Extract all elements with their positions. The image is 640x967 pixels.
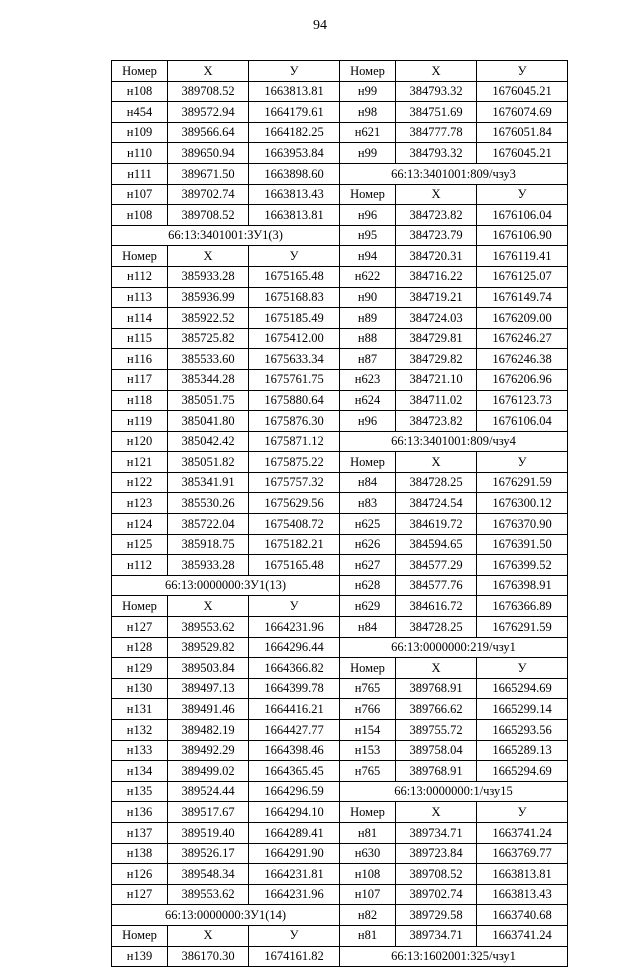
left-y-coordinate-cell: 1664231.96 bbox=[249, 884, 340, 905]
right-parcel-title-cell: 66:13:3401001:809/чзу3 bbox=[340, 163, 568, 184]
left-y-coordinate-cell: 1664427.77 bbox=[249, 720, 340, 741]
left-x-coordinate-cell: 389517.67 bbox=[168, 802, 249, 823]
right-y-coordinate-cell: 1676391.50 bbox=[477, 534, 568, 555]
left-y-coordinate-cell: 1675629.56 bbox=[249, 493, 340, 514]
left-point-number-cell: Номер bbox=[112, 925, 168, 946]
left-x-coordinate-cell: 385918.75 bbox=[168, 534, 249, 555]
right-x-coordinate-cell: 389702.74 bbox=[396, 884, 477, 905]
left-y-coordinate-cell: У bbox=[249, 246, 340, 267]
right-y-coordinate-cell: 1676106.04 bbox=[477, 411, 568, 432]
table-row bbox=[112, 864, 568, 885]
right-point-number-cell: н81 bbox=[340, 822, 396, 843]
table-row bbox=[112, 781, 568, 802]
right-x-coordinate-cell: 389768.91 bbox=[396, 761, 477, 782]
right-y-coordinate-cell: У bbox=[477, 658, 568, 679]
left-y-coordinate-cell: 1675761.75 bbox=[249, 369, 340, 390]
table-row bbox=[112, 369, 568, 390]
left-y-coordinate-cell: 1675185.49 bbox=[249, 308, 340, 329]
right-y-coordinate-cell: 1665294.69 bbox=[477, 761, 568, 782]
right-x-coordinate-cell: 384719.21 bbox=[396, 287, 477, 308]
right-point-number-cell: н94 bbox=[340, 246, 396, 267]
left-point-number-cell: н113 bbox=[112, 287, 168, 308]
left-x-coordinate-cell: 389708.52 bbox=[168, 81, 249, 102]
left-y-coordinate-cell: 1664366.82 bbox=[249, 658, 340, 679]
table-row bbox=[112, 802, 568, 823]
right-point-number-cell: н630 bbox=[340, 843, 396, 864]
right-parcel-title-cell: 66:13:0000000:219/чзу1 bbox=[340, 637, 568, 658]
left-point-number-cell: н112 bbox=[112, 555, 168, 576]
right-point-number-cell: н766 bbox=[340, 699, 396, 720]
table-row bbox=[112, 205, 568, 226]
left-y-coordinate-cell: 1664399.78 bbox=[249, 678, 340, 699]
right-point-number-cell: н625 bbox=[340, 514, 396, 535]
left-point-number-cell: н117 bbox=[112, 369, 168, 390]
left-point-number-cell: н111 bbox=[112, 163, 168, 184]
left-point-number-cell: Номер bbox=[112, 61, 168, 82]
left-point-number-cell: н120 bbox=[112, 431, 168, 452]
left-y-coordinate-cell: 1664289.41 bbox=[249, 822, 340, 843]
left-x-coordinate-cell: 389524.44 bbox=[168, 781, 249, 802]
left-point-number-cell: н109 bbox=[112, 122, 168, 143]
right-point-number-cell: н153 bbox=[340, 740, 396, 761]
right-point-number-cell: Номер bbox=[340, 802, 396, 823]
right-x-coordinate-cell: 384716.22 bbox=[396, 266, 477, 287]
right-x-coordinate-cell: 384723.82 bbox=[396, 411, 477, 432]
left-parcel-title-cell: 66:13:3401001:ЗУ1(3) bbox=[112, 225, 340, 246]
right-point-number-cell: н81 bbox=[340, 925, 396, 946]
right-x-coordinate-cell: 384720.31 bbox=[396, 246, 477, 267]
left-point-number-cell: н130 bbox=[112, 678, 168, 699]
left-x-coordinate-cell: 389526.17 bbox=[168, 843, 249, 864]
table-row bbox=[112, 575, 568, 596]
left-point-number-cell: н127 bbox=[112, 617, 168, 638]
table-row bbox=[112, 658, 568, 679]
right-x-coordinate-cell: 384724.54 bbox=[396, 493, 477, 514]
right-y-coordinate-cell: 1663741.24 bbox=[477, 822, 568, 843]
left-y-coordinate-cell: 1664416.21 bbox=[249, 699, 340, 720]
right-x-coordinate-cell: X bbox=[396, 452, 477, 473]
right-x-coordinate-cell: 384619.72 bbox=[396, 514, 477, 535]
left-y-coordinate-cell: 1675412.00 bbox=[249, 328, 340, 349]
left-point-number-cell: н124 bbox=[112, 514, 168, 535]
right-y-coordinate-cell: 1676246.38 bbox=[477, 349, 568, 370]
left-x-coordinate-cell: 389482.19 bbox=[168, 720, 249, 741]
left-y-coordinate-cell: 1663813.81 bbox=[249, 205, 340, 226]
left-point-number-cell: н118 bbox=[112, 390, 168, 411]
right-y-coordinate-cell: 1676051.84 bbox=[477, 122, 568, 143]
right-point-number-cell: н87 bbox=[340, 349, 396, 370]
left-y-coordinate-cell: 1675871.12 bbox=[249, 431, 340, 452]
left-y-coordinate-cell: 1675880.64 bbox=[249, 390, 340, 411]
right-y-coordinate-cell: 1676246.27 bbox=[477, 328, 568, 349]
left-x-coordinate-cell: 385530.26 bbox=[168, 493, 249, 514]
left-y-coordinate-cell: 1675633.34 bbox=[249, 349, 340, 370]
left-point-number-cell: н121 bbox=[112, 452, 168, 473]
left-point-number-cell: н125 bbox=[112, 534, 168, 555]
table-row bbox=[112, 143, 568, 164]
table-row bbox=[112, 596, 568, 617]
left-y-coordinate-cell: 1664231.96 bbox=[249, 617, 340, 638]
page-number: 94 bbox=[313, 18, 327, 33]
right-y-coordinate-cell: 1676106.90 bbox=[477, 225, 568, 246]
left-point-number-cell: н110 bbox=[112, 143, 168, 164]
right-y-coordinate-cell: 1676149.74 bbox=[477, 287, 568, 308]
left-point-number-cell: н119 bbox=[112, 411, 168, 432]
table-row bbox=[112, 287, 568, 308]
right-y-coordinate-cell: 1676300.12 bbox=[477, 493, 568, 514]
table-row bbox=[112, 452, 568, 473]
left-y-coordinate-cell: 1664365.45 bbox=[249, 761, 340, 782]
right-point-number-cell: н107 bbox=[340, 884, 396, 905]
table-row bbox=[112, 699, 568, 720]
left-x-coordinate-cell: 385725.82 bbox=[168, 328, 249, 349]
left-x-coordinate-cell: 389566.64 bbox=[168, 122, 249, 143]
right-x-coordinate-cell: 389734.71 bbox=[396, 822, 477, 843]
left-point-number-cell: н131 bbox=[112, 699, 168, 720]
right-x-coordinate-cell: X bbox=[396, 802, 477, 823]
table-row bbox=[112, 761, 568, 782]
table-row bbox=[112, 534, 568, 555]
left-point-number-cell: н123 bbox=[112, 493, 168, 514]
left-point-number-cell: Номер bbox=[112, 596, 168, 617]
right-x-coordinate-cell: 384577.29 bbox=[396, 555, 477, 576]
left-point-number-cell: н454 bbox=[112, 102, 168, 123]
right-y-coordinate-cell: 1665299.14 bbox=[477, 699, 568, 720]
left-point-number-cell: н112 bbox=[112, 266, 168, 287]
right-point-number-cell: н629 bbox=[340, 596, 396, 617]
left-y-coordinate-cell: 1675165.48 bbox=[249, 555, 340, 576]
left-x-coordinate-cell: 389702.74 bbox=[168, 184, 249, 205]
table-row bbox=[112, 740, 568, 761]
right-parcel-title-cell: 66:13:3401001:809/чзу4 bbox=[340, 431, 568, 452]
right-x-coordinate-cell: 384723.79 bbox=[396, 225, 477, 246]
left-y-coordinate-cell: 1674161.82 bbox=[249, 946, 340, 967]
right-x-coordinate-cell: X bbox=[396, 61, 477, 82]
right-y-coordinate-cell: 1676399.52 bbox=[477, 555, 568, 576]
table-row bbox=[112, 122, 568, 143]
left-point-number-cell: н114 bbox=[112, 308, 168, 329]
coordinates-table bbox=[111, 60, 568, 967]
table-row bbox=[112, 328, 568, 349]
table-row bbox=[112, 514, 568, 535]
right-x-coordinate-cell: 384721.10 bbox=[396, 369, 477, 390]
left-y-coordinate-cell: 1675168.83 bbox=[249, 287, 340, 308]
right-y-coordinate-cell: 1676370.90 bbox=[477, 514, 568, 535]
left-parcel-title-cell: 66:13:0000000:ЗУ1(14) bbox=[112, 905, 340, 926]
right-x-coordinate-cell: 389755.72 bbox=[396, 720, 477, 741]
left-y-coordinate-cell: 1663898.60 bbox=[249, 163, 340, 184]
right-x-coordinate-cell: 384616.72 bbox=[396, 596, 477, 617]
right-point-number-cell: н99 bbox=[340, 143, 396, 164]
table-row bbox=[112, 163, 568, 184]
left-x-coordinate-cell: 385936.99 bbox=[168, 287, 249, 308]
left-point-number-cell: н133 bbox=[112, 740, 168, 761]
left-y-coordinate-cell: 1663813.43 bbox=[249, 184, 340, 205]
right-point-number-cell: Номер bbox=[340, 184, 396, 205]
table-row bbox=[112, 720, 568, 741]
right-point-number-cell: н82 bbox=[340, 905, 396, 926]
table-row bbox=[112, 905, 568, 926]
left-x-coordinate-cell: 389572.94 bbox=[168, 102, 249, 123]
left-y-coordinate-cell: 1675875.22 bbox=[249, 452, 340, 473]
table-row bbox=[112, 184, 568, 205]
right-point-number-cell: н622 bbox=[340, 266, 396, 287]
right-y-coordinate-cell: У bbox=[477, 452, 568, 473]
table-row bbox=[112, 308, 568, 329]
left-point-number-cell: н128 bbox=[112, 637, 168, 658]
right-x-coordinate-cell: 384577.76 bbox=[396, 575, 477, 596]
right-point-number-cell: н83 bbox=[340, 493, 396, 514]
left-x-coordinate-cell: 389553.62 bbox=[168, 884, 249, 905]
left-x-coordinate-cell: 385722.04 bbox=[168, 514, 249, 535]
table-row bbox=[112, 555, 568, 576]
right-point-number-cell: н95 bbox=[340, 225, 396, 246]
right-y-coordinate-cell: 1663813.43 bbox=[477, 884, 568, 905]
right-y-coordinate-cell: 1663769.77 bbox=[477, 843, 568, 864]
left-x-coordinate-cell: 385933.28 bbox=[168, 555, 249, 576]
right-y-coordinate-cell: 1676045.21 bbox=[477, 81, 568, 102]
left-y-coordinate-cell: 1664182.25 bbox=[249, 122, 340, 143]
left-point-number-cell: н135 bbox=[112, 781, 168, 802]
right-y-coordinate-cell: 1665289.13 bbox=[477, 740, 568, 761]
right-y-coordinate-cell: 1676291.59 bbox=[477, 617, 568, 638]
left-x-coordinate-cell: 389503.84 bbox=[168, 658, 249, 679]
left-point-number-cell: н138 bbox=[112, 843, 168, 864]
right-x-coordinate-cell: 384793.32 bbox=[396, 81, 477, 102]
right-point-number-cell: н627 bbox=[340, 555, 396, 576]
left-point-number-cell: н115 bbox=[112, 328, 168, 349]
right-point-number-cell: н108 bbox=[340, 864, 396, 885]
right-y-coordinate-cell: 1676206.96 bbox=[477, 369, 568, 390]
right-y-coordinate-cell: 1663813.81 bbox=[477, 864, 568, 885]
left-x-coordinate-cell: 385042.42 bbox=[168, 431, 249, 452]
table-row bbox=[112, 822, 568, 843]
right-y-coordinate-cell: 1665293.56 bbox=[477, 720, 568, 741]
left-x-coordinate-cell: X bbox=[168, 596, 249, 617]
left-y-coordinate-cell: 1675165.48 bbox=[249, 266, 340, 287]
left-x-coordinate-cell: 385344.28 bbox=[168, 369, 249, 390]
right-y-coordinate-cell: 1676045.21 bbox=[477, 143, 568, 164]
right-x-coordinate-cell: 384728.25 bbox=[396, 472, 477, 493]
table-row bbox=[112, 884, 568, 905]
table-row bbox=[112, 266, 568, 287]
right-y-coordinate-cell: У bbox=[477, 184, 568, 205]
table-row bbox=[112, 390, 568, 411]
left-y-coordinate-cell: 1664296.59 bbox=[249, 781, 340, 802]
right-x-coordinate-cell: 389734.71 bbox=[396, 925, 477, 946]
left-x-coordinate-cell: 385933.28 bbox=[168, 266, 249, 287]
right-point-number-cell: н623 bbox=[340, 369, 396, 390]
right-x-coordinate-cell: 384777.78 bbox=[396, 122, 477, 143]
right-y-coordinate-cell: 1665294.69 bbox=[477, 678, 568, 699]
left-point-number-cell: н139 bbox=[112, 946, 168, 967]
right-point-number-cell: Номер bbox=[340, 61, 396, 82]
table-row bbox=[112, 411, 568, 432]
right-y-coordinate-cell: 1676106.04 bbox=[477, 205, 568, 226]
left-y-coordinate-cell: 1664296.44 bbox=[249, 637, 340, 658]
right-parcel-title-cell: 66:13:1602001:325/чзу1 bbox=[340, 946, 568, 967]
left-x-coordinate-cell: 389553.62 bbox=[168, 617, 249, 638]
left-point-number-cell: н136 bbox=[112, 802, 168, 823]
right-point-number-cell: н628 bbox=[340, 575, 396, 596]
left-point-number-cell: н126 bbox=[112, 864, 168, 885]
left-y-coordinate-cell: У bbox=[249, 925, 340, 946]
table-row bbox=[112, 925, 568, 946]
left-point-number-cell: н134 bbox=[112, 761, 168, 782]
left-y-coordinate-cell: 1675876.30 bbox=[249, 411, 340, 432]
right-y-coordinate-cell: 1676119.41 bbox=[477, 246, 568, 267]
left-point-number-cell: н108 bbox=[112, 205, 168, 226]
left-y-coordinate-cell: 1675408.72 bbox=[249, 514, 340, 535]
left-y-coordinate-cell: 1675182.21 bbox=[249, 534, 340, 555]
left-y-coordinate-cell: 1664291.90 bbox=[249, 843, 340, 864]
left-parcel-title-cell: 66:13:0000000:ЗУ1(13) bbox=[112, 575, 340, 596]
right-y-coordinate-cell: У bbox=[477, 61, 568, 82]
right-x-coordinate-cell: 384793.32 bbox=[396, 143, 477, 164]
right-point-number-cell: Номер bbox=[340, 452, 396, 473]
table-row bbox=[112, 431, 568, 452]
right-x-coordinate-cell: 384723.82 bbox=[396, 205, 477, 226]
right-point-number-cell: н84 bbox=[340, 472, 396, 493]
right-x-coordinate-cell: 389729.58 bbox=[396, 905, 477, 926]
right-x-coordinate-cell: 384728.25 bbox=[396, 617, 477, 638]
left-x-coordinate-cell: 385051.75 bbox=[168, 390, 249, 411]
right-x-coordinate-cell: X bbox=[396, 658, 477, 679]
right-y-coordinate-cell: 1676125.07 bbox=[477, 266, 568, 287]
right-point-number-cell: Номер bbox=[340, 658, 396, 679]
right-y-coordinate-cell: 1676398.91 bbox=[477, 575, 568, 596]
right-x-coordinate-cell: 389708.52 bbox=[396, 864, 477, 885]
left-x-coordinate-cell: X bbox=[168, 925, 249, 946]
table-row bbox=[112, 246, 568, 267]
table-row bbox=[112, 617, 568, 638]
right-x-coordinate-cell: 389766.62 bbox=[396, 699, 477, 720]
table-row bbox=[112, 843, 568, 864]
right-point-number-cell: н96 bbox=[340, 205, 396, 226]
right-y-coordinate-cell: У bbox=[477, 802, 568, 823]
right-point-number-cell: н765 bbox=[340, 761, 396, 782]
table-row bbox=[112, 493, 568, 514]
left-point-number-cell: Номер bbox=[112, 246, 168, 267]
right-y-coordinate-cell: 1676366.89 bbox=[477, 596, 568, 617]
left-y-coordinate-cell: 1675757.32 bbox=[249, 472, 340, 493]
right-x-coordinate-cell: 384594.65 bbox=[396, 534, 477, 555]
left-x-coordinate-cell: 385041.80 bbox=[168, 411, 249, 432]
table-row bbox=[112, 472, 568, 493]
left-x-coordinate-cell: 389491.46 bbox=[168, 699, 249, 720]
right-x-coordinate-cell: 389768.91 bbox=[396, 678, 477, 699]
right-x-coordinate-cell: 384729.81 bbox=[396, 328, 477, 349]
left-x-coordinate-cell: 389671.50 bbox=[168, 163, 249, 184]
table-row bbox=[112, 102, 568, 123]
right-point-number-cell: н626 bbox=[340, 534, 396, 555]
left-y-coordinate-cell: 1663813.81 bbox=[249, 81, 340, 102]
table-row bbox=[112, 81, 568, 102]
right-point-number-cell: н90 bbox=[340, 287, 396, 308]
right-point-number-cell: н84 bbox=[340, 617, 396, 638]
left-point-number-cell: н129 bbox=[112, 658, 168, 679]
right-parcel-title-cell: 66:13:0000000:1/чзу15 bbox=[340, 781, 568, 802]
left-x-coordinate-cell: 389492.29 bbox=[168, 740, 249, 761]
table-row bbox=[112, 637, 568, 658]
left-point-number-cell: н108 bbox=[112, 81, 168, 102]
right-point-number-cell: н99 bbox=[340, 81, 396, 102]
right-point-number-cell: н88 bbox=[340, 328, 396, 349]
right-y-coordinate-cell: 1676291.59 bbox=[477, 472, 568, 493]
left-y-coordinate-cell: 1663953.84 bbox=[249, 143, 340, 164]
left-y-coordinate-cell: 1664231.81 bbox=[249, 864, 340, 885]
right-x-coordinate-cell: 384724.03 bbox=[396, 308, 477, 329]
left-x-coordinate-cell: 386170.30 bbox=[168, 946, 249, 967]
left-point-number-cell: н132 bbox=[112, 720, 168, 741]
left-x-coordinate-cell: 389497.13 bbox=[168, 678, 249, 699]
right-point-number-cell: н765 bbox=[340, 678, 396, 699]
left-x-coordinate-cell: 389529.82 bbox=[168, 637, 249, 658]
left-x-coordinate-cell: 389650.94 bbox=[168, 143, 249, 164]
right-x-coordinate-cell: 389723.84 bbox=[396, 843, 477, 864]
right-y-coordinate-cell: 1663740.68 bbox=[477, 905, 568, 926]
left-x-coordinate-cell: 389519.40 bbox=[168, 822, 249, 843]
right-x-coordinate-cell: 389758.04 bbox=[396, 740, 477, 761]
left-y-coordinate-cell: 1664294.10 bbox=[249, 802, 340, 823]
left-x-coordinate-cell: 385922.52 bbox=[168, 308, 249, 329]
right-point-number-cell: н98 bbox=[340, 102, 396, 123]
left-point-number-cell: н122 bbox=[112, 472, 168, 493]
left-point-number-cell: н107 bbox=[112, 184, 168, 205]
left-y-coordinate-cell: У bbox=[249, 596, 340, 617]
left-point-number-cell: н116 bbox=[112, 349, 168, 370]
table-row bbox=[112, 946, 568, 967]
right-x-coordinate-cell: 384729.82 bbox=[396, 349, 477, 370]
table-row bbox=[112, 678, 568, 699]
right-point-number-cell: н621 bbox=[340, 122, 396, 143]
table-row bbox=[112, 349, 568, 370]
left-x-coordinate-cell: 385341.91 bbox=[168, 472, 249, 493]
left-x-coordinate-cell: X bbox=[168, 246, 249, 267]
right-point-number-cell: н624 bbox=[340, 390, 396, 411]
right-y-coordinate-cell: 1663741.24 bbox=[477, 925, 568, 946]
left-point-number-cell: н127 bbox=[112, 884, 168, 905]
right-y-coordinate-cell: 1676209.00 bbox=[477, 308, 568, 329]
left-x-coordinate-cell: 389708.52 bbox=[168, 205, 249, 226]
right-point-number-cell: н96 bbox=[340, 411, 396, 432]
table-row bbox=[112, 61, 568, 82]
right-y-coordinate-cell: 1676074.69 bbox=[477, 102, 568, 123]
left-y-coordinate-cell: 1664179.61 bbox=[249, 102, 340, 123]
right-point-number-cell: н154 bbox=[340, 720, 396, 741]
right-y-coordinate-cell: 1676123.73 bbox=[477, 390, 568, 411]
left-x-coordinate-cell: 389548.34 bbox=[168, 864, 249, 885]
left-point-number-cell: н137 bbox=[112, 822, 168, 843]
left-x-coordinate-cell: 385051.82 bbox=[168, 452, 249, 473]
table-row bbox=[112, 225, 568, 246]
right-x-coordinate-cell: 384711.02 bbox=[396, 390, 477, 411]
right-point-number-cell: н89 bbox=[340, 308, 396, 329]
left-y-coordinate-cell: 1664398.46 bbox=[249, 740, 340, 761]
right-x-coordinate-cell: X bbox=[396, 184, 477, 205]
left-y-coordinate-cell: У bbox=[249, 61, 340, 82]
left-x-coordinate-cell: 385533.60 bbox=[168, 349, 249, 370]
left-x-coordinate-cell: X bbox=[168, 61, 249, 82]
right-x-coordinate-cell: 384751.69 bbox=[396, 102, 477, 123]
left-x-coordinate-cell: 389499.02 bbox=[168, 761, 249, 782]
